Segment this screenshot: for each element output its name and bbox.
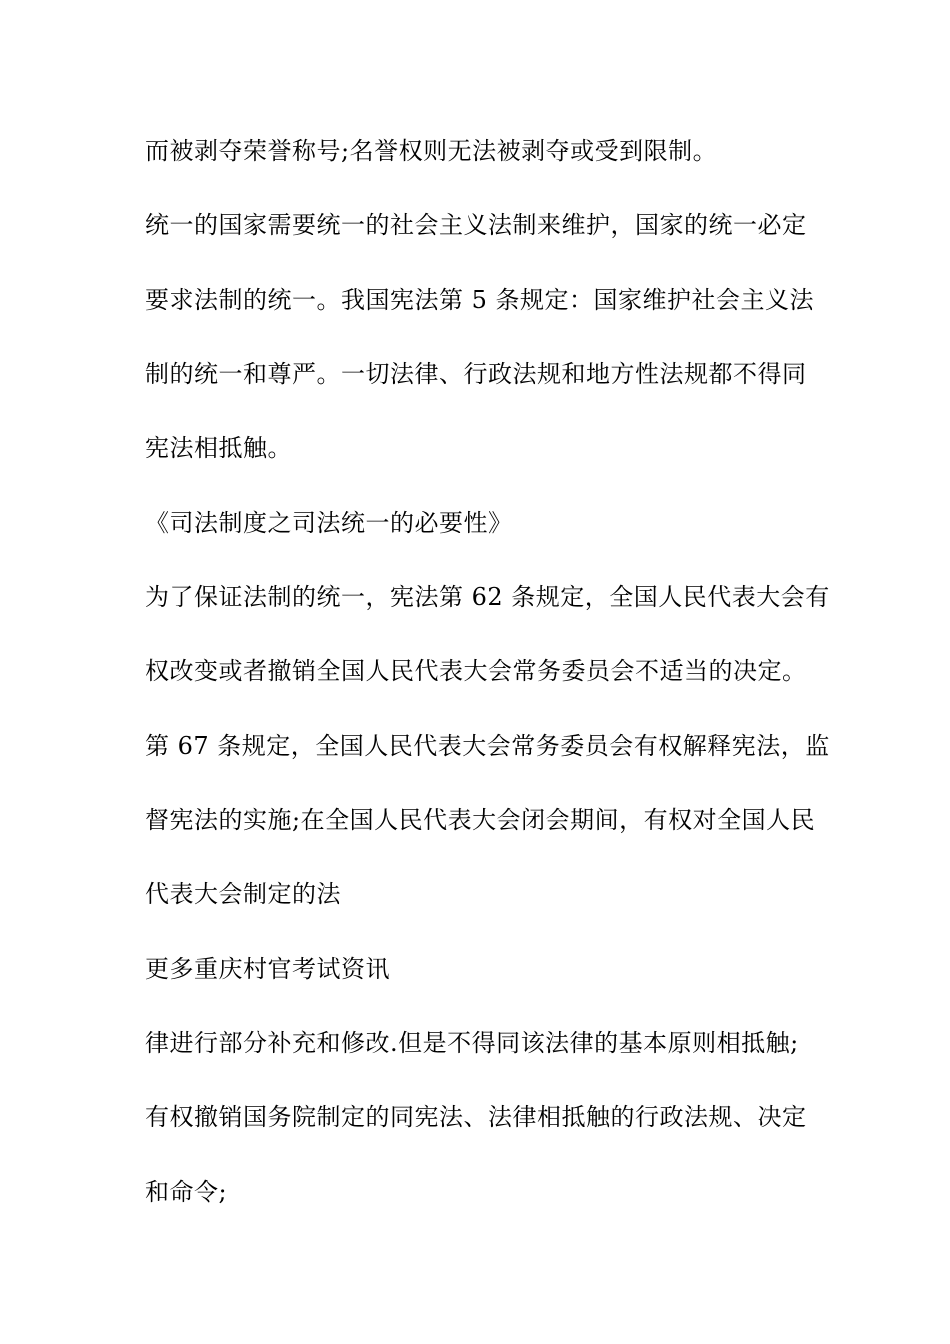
paragraph-line: 而被剥夺荣誉称号;名誉权则无法被剥夺或受到限制。: [145, 137, 718, 165]
section-heading: 《司法制度之司法统一的必要性》: [145, 509, 513, 537]
paragraph-line: 宪法相抵触。: [145, 434, 292, 462]
paragraph-line: 制的统一和尊严。一切法律、行政法规和地方性法规都不得同: [145, 360, 807, 388]
paragraph-line: 为了保证法制的统一，宪法第 62 条规定，全国人民代表大会有: [145, 583, 830, 611]
promo-line: 更多重庆村官考试资讯: [145, 955, 390, 983]
paragraph-line: 统一的国家需要统一的社会主义法制来维护，国家的统一必定: [145, 211, 807, 239]
paragraph-line: 和命令;: [145, 1178, 228, 1206]
paragraph-line: 要求法制的统一。我国宪法第 5 条规定：国家维护社会主义法: [145, 286, 815, 314]
paragraph-line: 律进行部分补充和修改.但是不得同该法律的基本原则相抵触;: [145, 1029, 799, 1057]
paragraph-line: 有权撤销国务院制定的同宪法、法律相抵触的行政法规、决定: [145, 1103, 807, 1131]
paragraph-line: 督宪法的实施;在全国人民代表大会闭会期间，有权对全国人民: [145, 806, 816, 834]
paragraph-line: 权改变或者撤销全国人民代表大会常务委员会不适当的决定。: [145, 657, 807, 685]
paragraph-line: 代表大会制定的法: [145, 880, 341, 908]
paragraph-line: 第 67 条规定，全国人民代表大会常务委员会有权解释宪法，监: [145, 732, 830, 760]
